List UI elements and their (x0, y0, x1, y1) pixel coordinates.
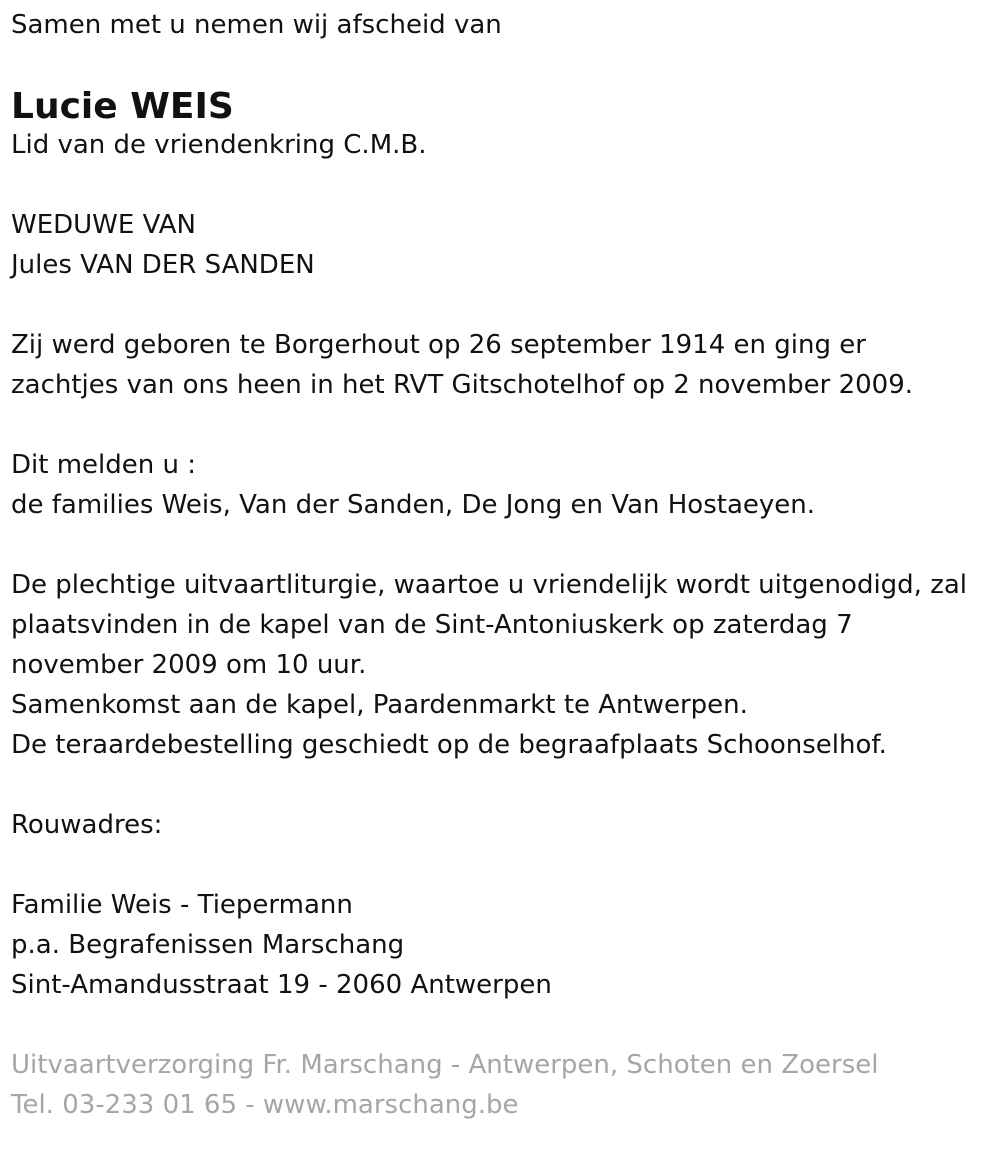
address-family: Familie Weis - Tiepermann (11, 890, 353, 920)
intro-text: Samen met u nemen wij afscheid van (11, 10, 502, 40)
spouse-name: Jules VAN DER SANDEN (11, 250, 315, 280)
membership-text: Lid van de vriendenkring C.M.B. (11, 130, 427, 160)
ceremony-section (11, 565, 996, 765)
ceremony-line-3: november 2009 om 10 uur. (11, 650, 367, 680)
announcers-label: Dit melden u : (11, 450, 196, 480)
birth-text: Zij werd geboren te Borgerhout op 26 september 1914 en ging er (11, 330, 866, 360)
death-notice (11, 5, 996, 1125)
address-label-section (11, 805, 996, 845)
address-care-of: p.a. Begrafenissen Marschang (11, 930, 405, 960)
address-label: Rouwadres: (11, 810, 163, 840)
footer-contact: Tel. 03-233 01 65 - www.marschang.be (11, 1090, 519, 1120)
ceremony-line-2: plaatsvinden in de kapel van de Sint-Antoniuskerk op zaterdag 7 (11, 610, 853, 640)
death-text: zachtjes van ons heen in het RVT Gitschotelhof op 2 november 2009. (11, 370, 914, 400)
announcers-section (11, 445, 996, 525)
burial-text: De teraardebestelling geschiedt op de begraafplaats Schoonselhof. (11, 730, 887, 760)
footer (11, 1045, 996, 1125)
life-section (11, 325, 996, 405)
address-section (11, 885, 996, 1005)
spouse-label: WEDUWE VAN (11, 210, 196, 240)
gathering-text: Samenkomst aan de kapel, Paardenmarkt te Antwerpen. (11, 690, 748, 720)
spouse-section (11, 205, 996, 285)
address-street: Sint-Amandusstraat 19 - 2060 Antwerpen (11, 970, 552, 1000)
deceased-name: Lucie WEIS (11, 86, 234, 127)
footer-company: Uitvaartverzorging Fr. Marschang - Antwerpen, Schoten en Zoersel (11, 1050, 879, 1080)
ceremony-line-1: De plechtige uitvaartliturgie, waartoe u vriendelijk wordt uitgenodigd, zal (11, 570, 968, 600)
families-text: de families Weis, Van der Sanden, De Jong en Van Hostaeyen. (11, 490, 815, 520)
